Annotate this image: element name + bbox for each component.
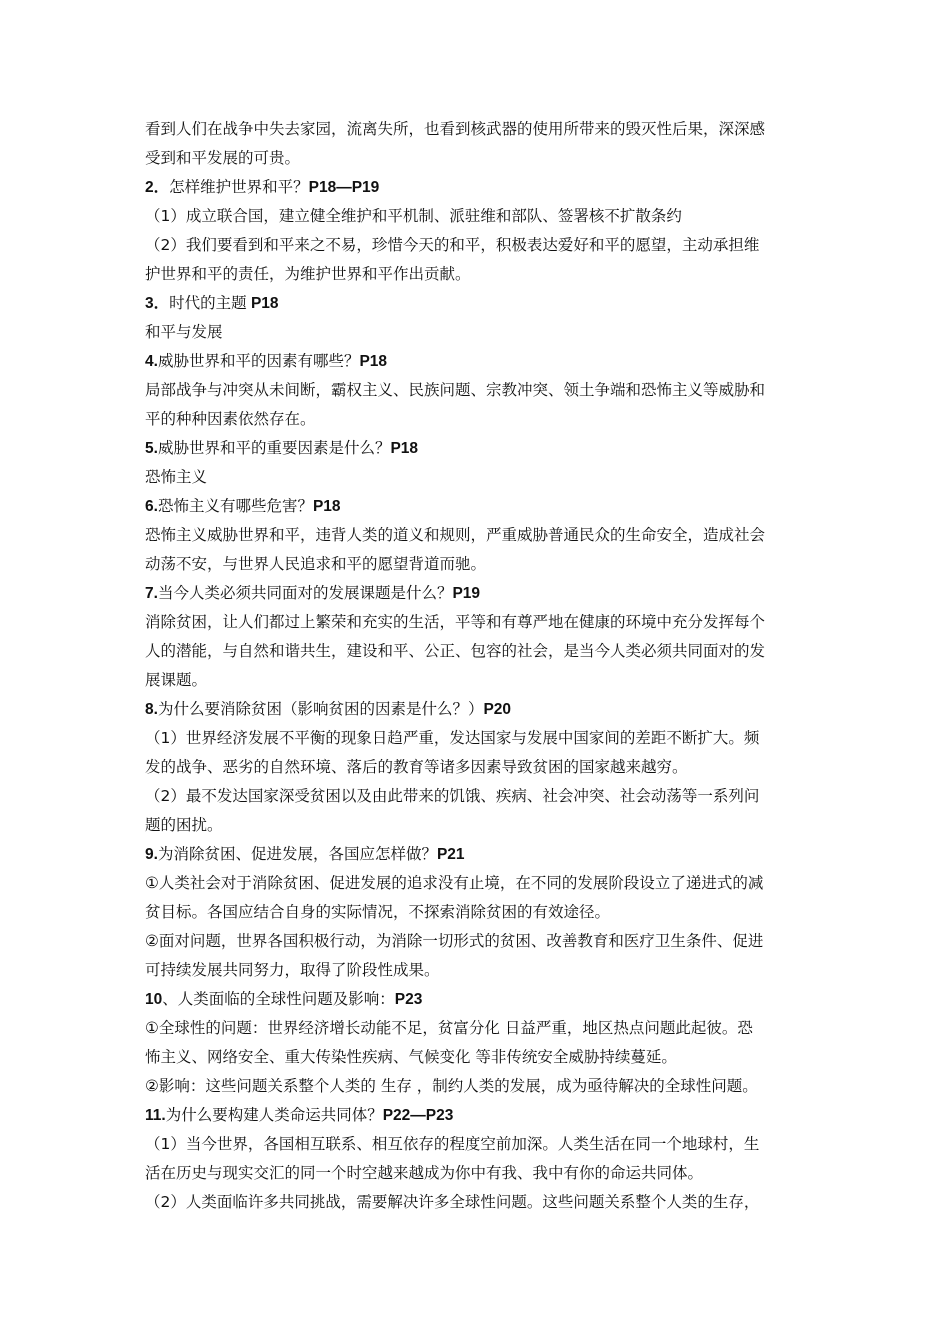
question-text: 为什么要消除贫困（影响贫困的因素是什么？） (157, 700, 484, 718)
paragraph-line: 受到和平发展的可贵。 (145, 149, 301, 167)
question-text: 当今人类必须共同面对的发展课题是什么？ (157, 584, 453, 602)
question-number: 8. (145, 701, 158, 718)
question-number: 10 (145, 991, 163, 1008)
page-reference: P22—P23 (382, 1107, 454, 1124)
paragraph-line: 恐怖主义 (145, 468, 208, 486)
question-number: 2． (145, 179, 170, 196)
question-heading (145, 347, 813, 376)
paragraph-line: 平的种种因素依然存在。 (145, 410, 316, 428)
page-reference: P21 (436, 846, 465, 863)
question-heading (145, 1101, 813, 1130)
question-number: 4. (145, 353, 158, 370)
paragraph-line: 可持续发展共同努力，取得了阶段性成果。 (145, 961, 440, 979)
page-reference: P18 (250, 295, 279, 312)
paragraph-line: （2）我们要看到和平来之不易，珍惜今天的和平，积极表达爱好和平的愿望，主动承担维 (145, 236, 760, 254)
question-text: 恐怖主义有哪些危害？ (157, 497, 313, 515)
paragraph-line: ②面对问题，世界各国积极行动，为消除一切形式的贫困、改善教育和医疗卫生条件、促进 (145, 932, 764, 950)
question-number: 5. (145, 440, 158, 457)
question-number: 9. (145, 846, 158, 863)
page-reference: P18 (390, 440, 419, 457)
page-reference: P18 (312, 498, 341, 515)
question-text: 怎样维护世界和平？ (169, 178, 309, 196)
paragraph-line: （2）最不发达国家深受贫困以及由此带来的饥饿、疾病、社会冲突、社会动荡等一系列问 (145, 787, 760, 805)
paragraph-line: 题的困扰。 (145, 816, 223, 834)
page-reference: P19 (452, 585, 481, 602)
question-heading (145, 289, 813, 318)
paragraph-line: 看到人们在战争中失去家园，流离失所，也看到核武器的使用所带来的毁灭性后果，深深感 (145, 120, 766, 138)
paragraph-line: （1）成立联合国，建立健全维护和平机制、派驻维和部队、签署核不扩散条约 (145, 207, 682, 225)
paragraph-line: 局部战争与冲突从未间断，霸权主义、民族问题、宗教冲突、领土争端和恐怖主义等威胁和 (145, 381, 766, 399)
page-reference: P18—P19 (308, 179, 380, 196)
paragraph-line: （1）世界经济发展不平衡的现象日趋严重，发达国家与发展中国家间的差距不断扩大。频 (145, 729, 760, 747)
question-text: 威胁世界和平的因素有哪些？ (157, 352, 360, 370)
paragraph-line: 消除贫困，让人们都过上繁荣和充实的生活，平等和有尊严地在健康的环境中充分发挥每个 (145, 613, 766, 631)
question-heading (145, 695, 813, 724)
question-number: 3． (145, 295, 170, 312)
paragraph-line: 展课题。 (145, 671, 208, 689)
page-reference: P18 (359, 353, 388, 370)
paragraph-line: 人的潜能，与自然和谐共生，建设和平、公正、包容的社会，是当今人类必须共同面对的发 (145, 642, 766, 660)
paragraph-line: 恐怖主义威胁世界和平，违背人类的道义和规则，严重威胁普通民众的生命安全，造成社会 (145, 526, 766, 544)
paragraph-line: （2）人类面临许多共同挑战，需要解决许多全球性问题。这些问题关系整个人类的生存， (145, 1193, 760, 1211)
question-heading (145, 840, 813, 869)
paragraph-line: ①人类社会对于消除贫困、促进发展的追求没有止境，在不同的发展阶段设立了递进式的减 (145, 874, 764, 892)
question-text: 威胁世界和平的重要因素是什么？ (157, 439, 391, 457)
question-number: 6. (145, 498, 158, 515)
paragraph-line: ②影响：这些问题关系整个人类的 生存 ，制约人类的发展，成为亟待解决的全球性问题。 (145, 1077, 758, 1095)
question-heading (145, 173, 813, 202)
paragraph-line: ①全球性的问题：世界经济增长动能不足，贫富分化 日益严重，地区热点问题此起彼。恐 (145, 1019, 753, 1037)
question-number: 7. (145, 585, 158, 602)
question-number: 11. (145, 1107, 166, 1124)
paragraph-line: 和平与发展 (145, 323, 223, 341)
question-text: 、人类面临的全球性问题及影响： (162, 990, 395, 1008)
paragraph-line: 活在历史与现实交汇的同一个时空越来越成为你中有我、我中有你的命运共同体。 (145, 1164, 704, 1182)
question-heading (145, 985, 813, 1014)
question-heading (145, 492, 813, 521)
paragraph-line: 怖主义、网络安全、重大传染性疾病、气候变化 等非传统安全威胁持续蔓延。 (145, 1048, 677, 1066)
paragraph-line: （1）当今世界，各国相互联系、相互依存的程度空前加深。人类生活在同一个地球村，生 (145, 1135, 760, 1153)
question-heading (145, 434, 813, 463)
paragraph-line: 护世界和平的责任，为维护世界和平作出贡献。 (145, 265, 471, 283)
paragraph-line: 贫目标。各国应结合自身的实际情况，不探索消除贫困的有效途径。 (145, 903, 611, 921)
document-page (145, 115, 813, 1217)
question-text: 为什么要构建人类命运共同体？ (165, 1106, 383, 1124)
question-heading (145, 579, 813, 608)
paragraph-line: 动荡不安，与世界人民追求和平的愿望背道而驰。 (145, 555, 487, 573)
question-text: 时代的主题 (169, 294, 247, 312)
page-reference: P23 (394, 991, 423, 1008)
paragraph-line: 发的战争、恶劣的自然环境、落后的教育等诸多因素导致贫困的国家越来越穷。 (145, 758, 688, 776)
page-reference: P20 (483, 701, 512, 718)
question-text: 为消除贫困、促进发展，各国应怎样做？ (157, 845, 437, 863)
